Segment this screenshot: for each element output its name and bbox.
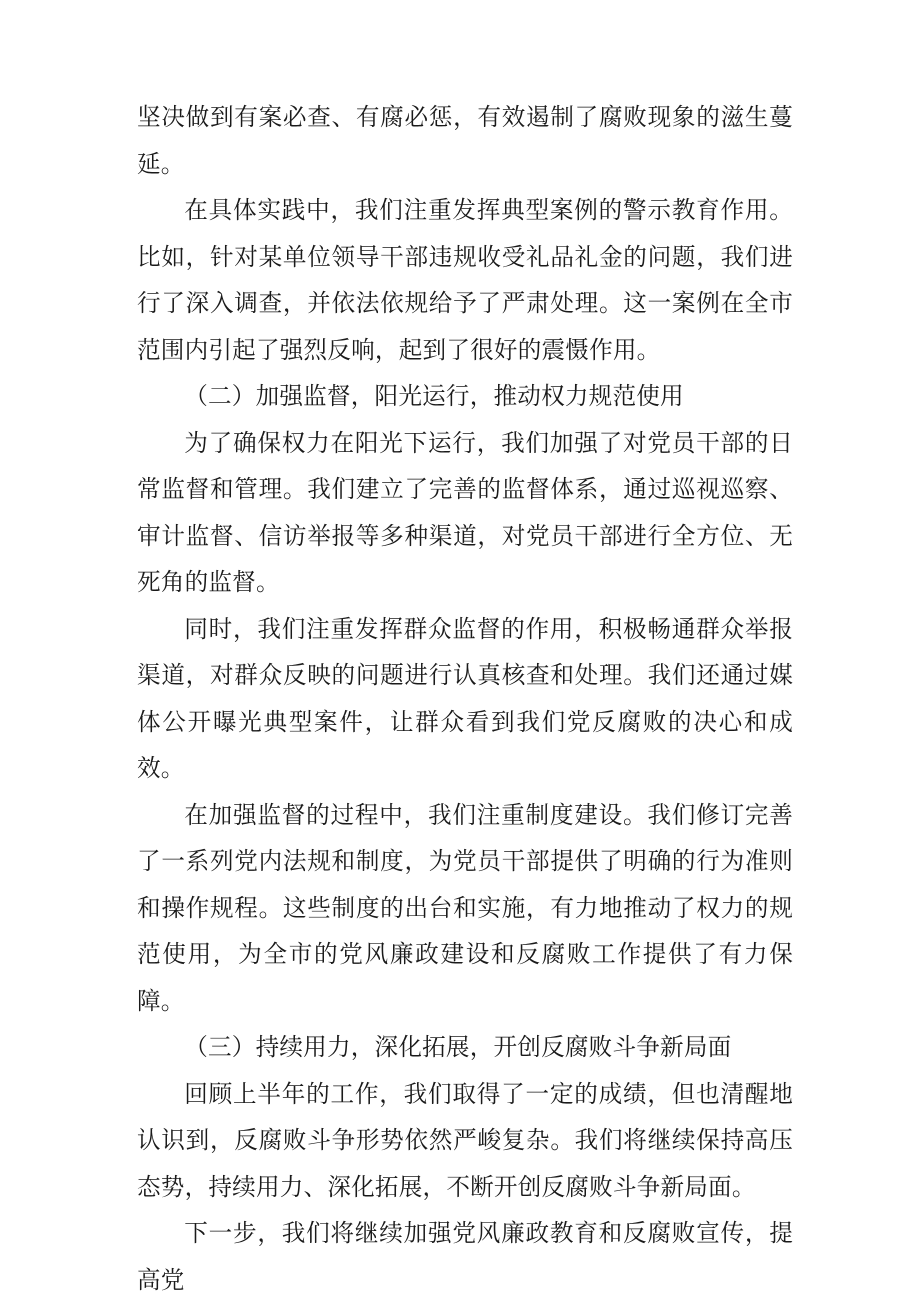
paragraph-public-supervision: 同时，我们注重发挥群众监督的作用，积极畅通群众举报渠道，对群众反映的问题进行认真核查和处理。我们还通过媒体公开曝光典型案件，让群众看到我们党反腐败的决心和成效。 xyxy=(137,614,793,782)
paragraph-review: 回顾上半年的工作，我们取得了一定的成绩，但也清醒地认识到，反腐败斗争形势依然严峻复杂。我们将继续保持高压态势，持续用力、深化拓展，不断开创反腐败斗争新局面。 xyxy=(137,1079,793,1201)
paragraph-institution-building: 在加强监督的过程中，我们注重制度建设。我们修订完善了一系列党内法规和制度，为党员干部提供了明确的行为准则和操作规程。这些制度的出台和实施，有力地推动了权力的规范使用，为全市的党风廉政建设和反腐败工作提供了有力保障。 xyxy=(137,800,793,1015)
paragraph-supervision-system: 为了确保权力在阳光下运行，我们加强了对党员干部的日常监督和管理。我们建立了完善的监督体系，通过巡视巡察、审计监督、信访举报等多种渠道，对党员干部进行全方位、无死角的监督。 xyxy=(137,428,793,596)
document-page xyxy=(137,94,793,1303)
paragraph-next-step: 下一步，我们将继续加强党风廉政教育和反腐败宣传，提高党 xyxy=(137,1219,793,1294)
section-heading-3: （三）持续用力，深化拓展，开创反腐败斗争新局面 xyxy=(184,1033,732,1061)
paragraph-continuation: 坚决做到有案必查、有腐必惩，有效遏制了腐败现象的滋生蔓延。 xyxy=(137,103,793,178)
paragraph-case-example: 在具体实践中，我们注重发挥典型案例的警示教育作用。比如，针对某单位领导干部违规收受礼品礼金的问题，我们进行了深入调查，并依法依规给予了严肃处理。这一案例在全市范围内引起了强烈反响，起到了很好的震慑作用。 xyxy=(137,196,793,364)
section-heading-2: （二）加强监督，阳光运行，推动权力规范使用 xyxy=(184,382,684,410)
